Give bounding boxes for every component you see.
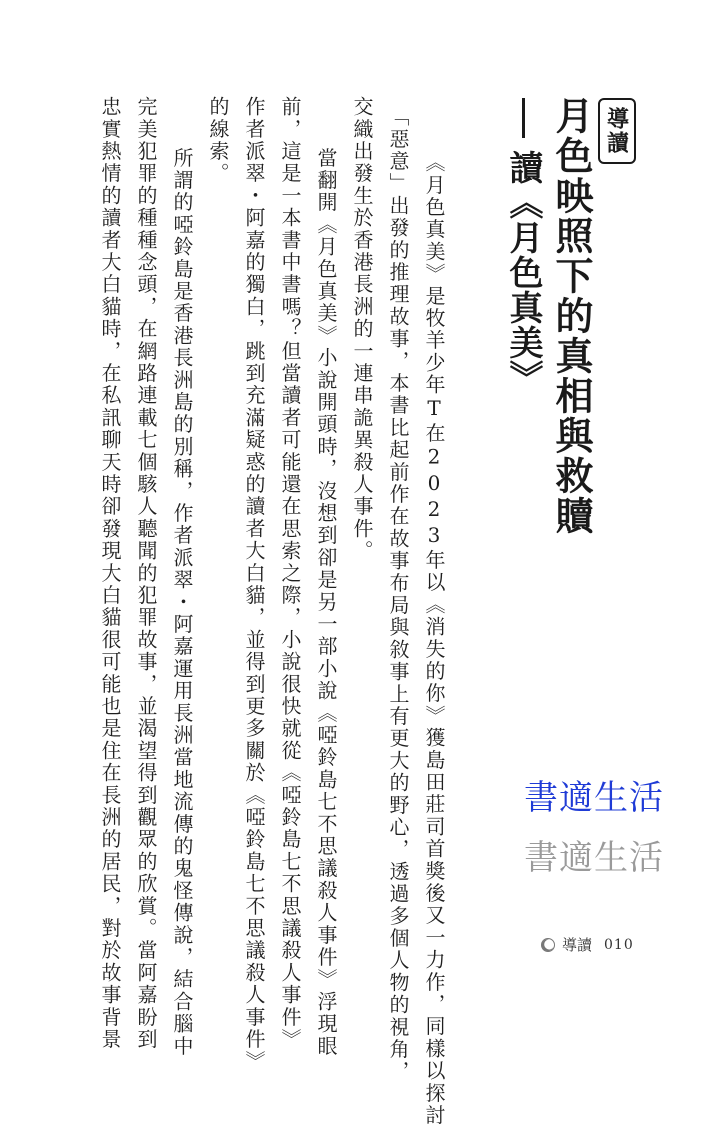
page-number: 010 [604,936,634,953]
body-column: 交織出發生於香港長洲的一連串詭異殺人事件。 [350,96,374,563]
body-column: 作者派翠・阿嘉的獨白，跳到充滿疑惑的讀者大白貓，並得到更多關於《啞鈴島七不思議殺人事件》 [242,96,266,1073]
body-column: 完美犯罪的種種念頭，在網路連載七個駭人聽聞的犯罪故事，並渴望得到觀眾的欣賞。當阿嘉盼到 [134,96,158,1051]
body-column: 當翻開《月色真美》小說開頭時，沒想到卻是另一部小說《啞鈴島七不思議殺人事件》浮現眼 [314,125,338,1058]
watermark-blue: 書適生活 [524,778,664,818]
chapter-title: 月色映照下的真相與救贖 [549,96,594,536]
moon-icon [540,937,556,953]
watermark-gray: 書適生活 [524,838,664,878]
title-dash [522,98,525,138]
body-column: 前，這是一本書中書嗎？但當讀者可能還在思索之際，小說很快就從《啞鈴島七不思議殺人事件》 [278,96,302,1051]
body-column: 忠實熱情的讀者大白貓時，在私訊聊天時卻發現大白貓很可能也是住在長洲的居民，對於故事背景 [98,96,122,1051]
body-column: 所謂的啞鈴島是香港長洲島的別稱，作者派翠・阿嘉運用長洲當地流傳的鬼怪傳說，結合腦中 [170,125,194,1058]
chapter-subtitle: 讀《月色真美》 [503,150,543,395]
section-badge-label: 導讀 [603,107,630,155]
footer-label: 導讀 [562,936,593,954]
page-footer [540,934,634,955]
body-column: 的線索。 [206,96,230,185]
body-column: 《月色真美》是牧羊少年T在2023年以《消失的你》獲島田莊司首獎後又一力作，同樣以探討 [422,152,446,1127]
section-badge [598,98,636,164]
body-column: 「惡意」出發的推理故事，本書比起前作在故事布局與敘事上有更大的野心，透過多個人物的視角， [386,106,410,1083]
